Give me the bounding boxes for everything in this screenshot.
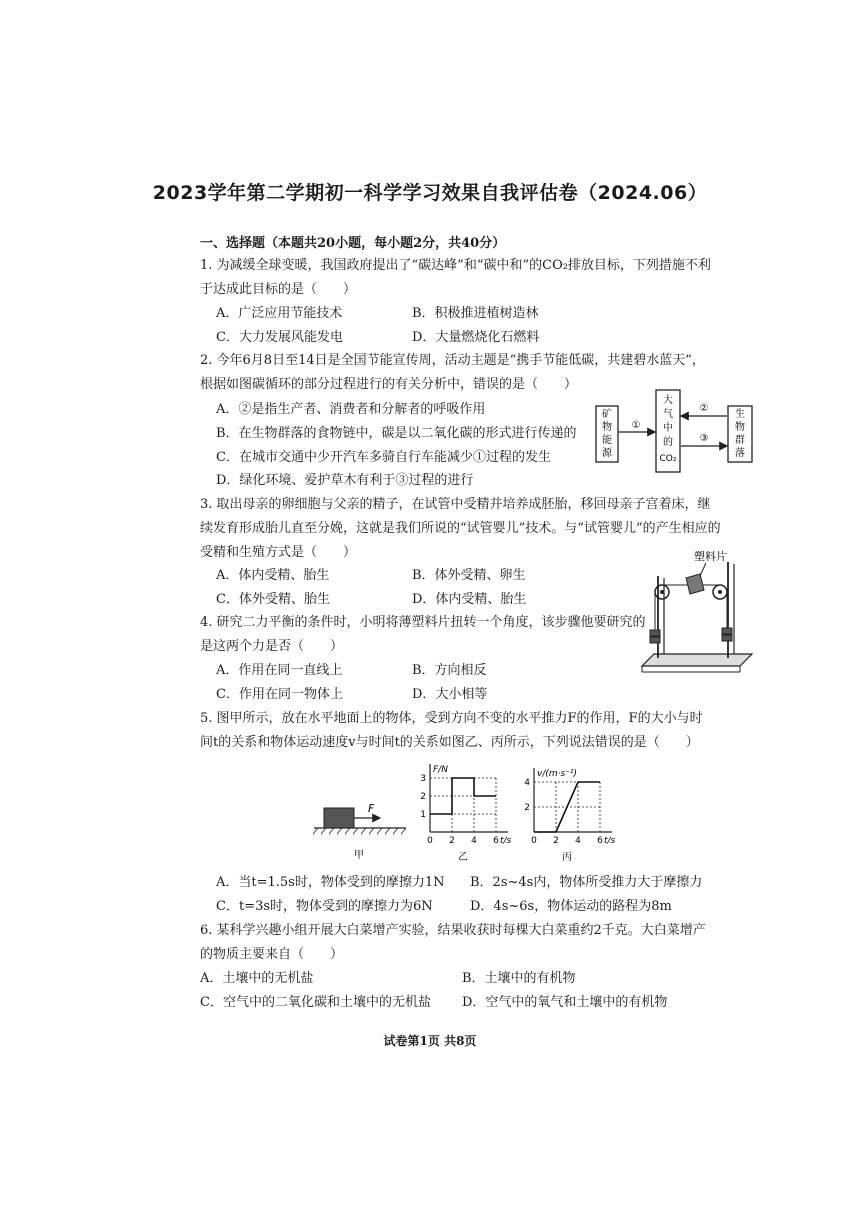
left-weight-2 bbox=[650, 637, 660, 643]
q4-option-d: D．大小相等 bbox=[412, 687, 488, 702]
q5-option-b: B．2s~4s内，物体所受推力大于摩擦力 bbox=[470, 875, 703, 890]
arrow-1-label: ① bbox=[631, 420, 641, 431]
block bbox=[324, 808, 354, 828]
atmos-char-2: 气 bbox=[663, 409, 673, 420]
q4-stem-line2: 是这两个力是否（ ） bbox=[200, 639, 344, 654]
chart-caption: 丙 bbox=[562, 852, 572, 862]
bio-char-2: 物 bbox=[735, 422, 745, 433]
y-tick-label: 3 bbox=[420, 774, 426, 784]
x-tick-label: 4 bbox=[471, 836, 477, 846]
y-axis-label: v/(m·s⁻¹) bbox=[537, 769, 578, 779]
q2-stem-line1: 2. 今年6月8日至14日是全国节能宣传周，活动主题是“携手节能低碳，共建碧水蓝天”， bbox=[200, 353, 705, 368]
force-label: F bbox=[368, 802, 375, 815]
q1-stem-line2: 于达成此目标的是（ ） bbox=[200, 282, 357, 297]
plastic-sheet-label: 塑料片 bbox=[694, 550, 727, 563]
carbon-cycle-diagram bbox=[592, 388, 760, 476]
q2-option-b: B．在生物群落的食物链中，碳是以二氧化碳的形式进行传递的 bbox=[216, 426, 577, 441]
q4-option-b: B．方向相反 bbox=[412, 663, 487, 678]
x-tick-label: 2 bbox=[553, 836, 559, 846]
mineral-char-3: 能 bbox=[602, 435, 612, 446]
y-tick-label: 2 bbox=[524, 803, 530, 813]
q5-stem-line1: 5. 图甲所示，放在水平地面上的物体，受到方向不变的水平推力F的作用，F的大小与时 bbox=[200, 711, 703, 726]
q3-stem-line2: 续发育形成胎儿直至分娩，这就是我们所说的“试管婴儿”技术。与“试管婴儿”的产生相应的 bbox=[200, 521, 721, 536]
y-tick-label: 1 bbox=[420, 810, 426, 820]
q5-option-a: A．当t=1.5s时，物体受到的摩擦力1N bbox=[216, 875, 445, 890]
exam-title: 2023学年第二学期初一科学学习效果自我评估卷（2024.06） bbox=[152, 182, 708, 204]
chart-caption: 乙 bbox=[458, 852, 468, 862]
fig-jia-caption: 甲 bbox=[354, 850, 364, 861]
q4-stem-line1: 4. 研究二力平衡的条件时，小明将薄塑料片扭转一个角度，该步骤他要研究的 bbox=[200, 615, 646, 630]
q3-option-b: B．体外受精、卵生 bbox=[412, 568, 526, 583]
q2-option-a: A．②是指生产者、消费者和分解者的呼吸作用 bbox=[216, 402, 486, 417]
y-axis-label: F/N bbox=[433, 765, 448, 775]
arrow-2-label: ② bbox=[699, 403, 709, 414]
q6-option-c: C．空气中的二氧化碳和土壤中的无机盐 bbox=[200, 995, 431, 1010]
q5-option-c: C．t=3s时，物体受到的摩擦力为6N bbox=[216, 899, 433, 914]
right-weight-1 bbox=[722, 628, 732, 634]
bio-char-4: 落 bbox=[735, 448, 745, 459]
x-tick-label: 4 bbox=[575, 836, 581, 846]
x-axis-label: t/s bbox=[604, 836, 616, 846]
q1-option-b: B．积极推进植树造林 bbox=[412, 306, 539, 321]
q3-option-a: A．体内受精、胎生 bbox=[216, 568, 330, 583]
mineral-char-4: 源 bbox=[602, 448, 612, 459]
q3-stem-line1: 3. 取出母亲的卵细胞与父亲的精子，在试管中受精并培养成胚胎，移回母亲子宫着床，继 bbox=[200, 497, 711, 512]
plastic-sheet bbox=[686, 574, 704, 594]
q3-stem-line3: 受精和生殖方式是（ ） bbox=[200, 545, 357, 560]
q6-option-a: A．土壤中的无机盐 bbox=[200, 971, 314, 986]
x-tick-label: 0 bbox=[531, 836, 537, 846]
right-weight-2 bbox=[722, 635, 732, 641]
q4-option-a: A．作用在同一直线上 bbox=[216, 663, 343, 678]
q2-stem-line2: 根据如图碳循环的部分过程进行的有关分析中，错误的是（ ） bbox=[200, 377, 578, 392]
x-tick-label: 0 bbox=[427, 836, 433, 846]
q1-option-c: C．大力发展风能发电 bbox=[216, 330, 343, 345]
q1-option-d: D．大量燃烧化石燃料 bbox=[412, 330, 540, 345]
q4-option-c: C．作用在同一物体上 bbox=[216, 687, 343, 702]
bio-char-3: 群 bbox=[735, 435, 745, 446]
left-weight-1 bbox=[650, 630, 660, 636]
q5-stem-line2: 间t的关系和物体运动速度v与时间t的关系如图乙、丙所示，下列说法错误的是（ ） bbox=[200, 735, 699, 750]
fig-bing-velocity-time-chart bbox=[512, 756, 628, 862]
q6-option-d: D．空气中的氧气和土壤中的有机物 bbox=[462, 995, 668, 1010]
two-force-apparatus-figure bbox=[636, 548, 758, 678]
x-tick-label: 2 bbox=[449, 836, 455, 846]
mineral-char-1: 矿 bbox=[602, 409, 612, 420]
q1-stem-line1: 1. 为减缓全球变暖，我国政府提出了“碳达峰”和“碳中和”的CO₂排放目标，下列措施不利 bbox=[200, 258, 711, 273]
q3-option-d: D．体内受精、胎生 bbox=[412, 592, 527, 607]
y-tick-label: 2 bbox=[420, 792, 426, 802]
arrow-3-label: ③ bbox=[699, 433, 709, 444]
q2-option-c: C．在城市交通中少开汽车多骑自行车能减少①过程的发生 bbox=[216, 450, 551, 465]
atmos-char-1: 大 bbox=[663, 395, 673, 406]
q6-stem-line1: 6. 某科学兴趣小组开展大白菜增产实验，结果收获时每棵大白菜重约2千克。大白菜增产 bbox=[200, 923, 706, 938]
q6-stem-line2: 的物质主要来自（ ） bbox=[200, 947, 344, 962]
x-tick-label: 6 bbox=[597, 836, 603, 846]
q1-option-a: A．广泛应用节能技术 bbox=[216, 306, 343, 321]
x-axis-label: t/s bbox=[500, 836, 512, 846]
q6-option-b: B．土壤中的有机物 bbox=[462, 971, 576, 986]
x-tick-label: 6 bbox=[493, 836, 499, 846]
bio-char-1: 生 bbox=[735, 409, 745, 420]
section-heading: 一、选择题（本题共20小题，每小题2分，共40分） bbox=[200, 236, 506, 251]
q5-option-d: D．4s~6s，物体运动的路程为8m bbox=[470, 899, 672, 914]
atmos-co2: CO₂ bbox=[659, 454, 677, 464]
y-tick-label: 4 bbox=[524, 778, 530, 788]
q3-option-c: C．体外受精、胎生 bbox=[216, 592, 330, 607]
mineral-char-2: 物 bbox=[602, 422, 612, 433]
page-footer: 试卷第1页 共8页 bbox=[383, 1034, 477, 1048]
fig-yi-force-time-chart bbox=[408, 756, 520, 862]
atmos-char-3: 中 bbox=[663, 423, 673, 434]
fig-jia-block-on-ground bbox=[310, 800, 410, 862]
atmos-char-4: 的 bbox=[663, 437, 673, 448]
q2-option-d: D．绿化环境、爱护草木有利于③过程的进行 bbox=[216, 473, 474, 488]
